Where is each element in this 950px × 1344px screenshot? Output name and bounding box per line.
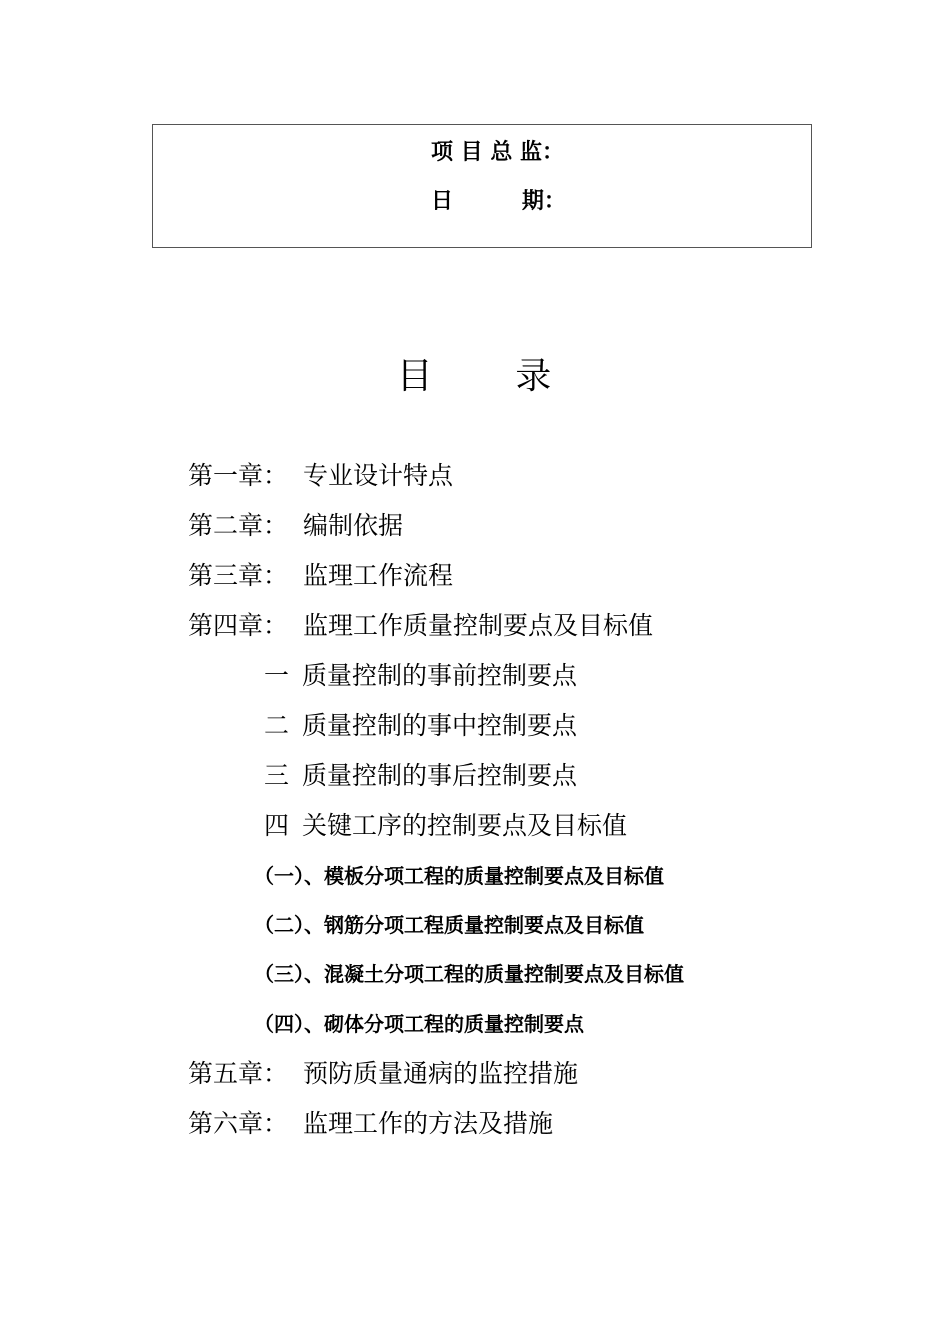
toc-chapter-6[interactable] [188, 1108, 554, 1204]
section-title: 质量控制的事前控制要点 [302, 661, 578, 690]
chapter-title: 监理工作的方法及措施 [303, 1109, 554, 1138]
toc-subsection-4[interactable]: （四）、砌体分项工程的质量控制要点 [254, 1012, 584, 1036]
chapter-number: 第五章： [188, 1059, 289, 1088]
chapter-title: 监理工作流程 [303, 561, 454, 590]
project-supervisor-label: 项 目 总 监： [431, 140, 564, 165]
toc-subsection-1[interactable]: （一）、模板分项工程的质量控制要点及目标值 [254, 864, 664, 888]
chapter-title: 编制依据 [303, 511, 404, 540]
section-title: 质量控制的事中控制要点 [302, 711, 578, 740]
section-number: 四 [264, 811, 290, 840]
section-number: 二 [264, 711, 290, 740]
chapter-title: 专业设计特点 [303, 461, 454, 490]
toc-subsection-2[interactable]: （二）、钢筋分项工程质量控制要点及目标值 [254, 913, 644, 937]
toc-title: 目 录 [396, 356, 554, 397]
chapter-number: 第六章： [188, 1109, 289, 1138]
section-title: 质量控制的事后控制要点 [302, 761, 578, 790]
chapter-number: 第三章： [188, 561, 289, 590]
date-label: 日 期： [431, 189, 566, 214]
chapter-title: 预防质量通病的监控措施 [303, 1059, 579, 1088]
signature-box [152, 124, 812, 248]
chapter-number: 第一章： [188, 461, 289, 490]
section-number: 三 [264, 761, 290, 790]
chapter-title: 监理工作质量控制要点及目标值 [303, 611, 654, 640]
section-number: 一 [264, 661, 290, 690]
chapter-number: 第四章： [188, 611, 289, 640]
section-title: 关键工序的控制要点及目标值 [302, 811, 628, 840]
toc-subsection-3[interactable]: （三）、混凝土分项工程的质量控制要点及目标值 [254, 962, 684, 986]
chapter-number: 第二章： [188, 511, 289, 540]
